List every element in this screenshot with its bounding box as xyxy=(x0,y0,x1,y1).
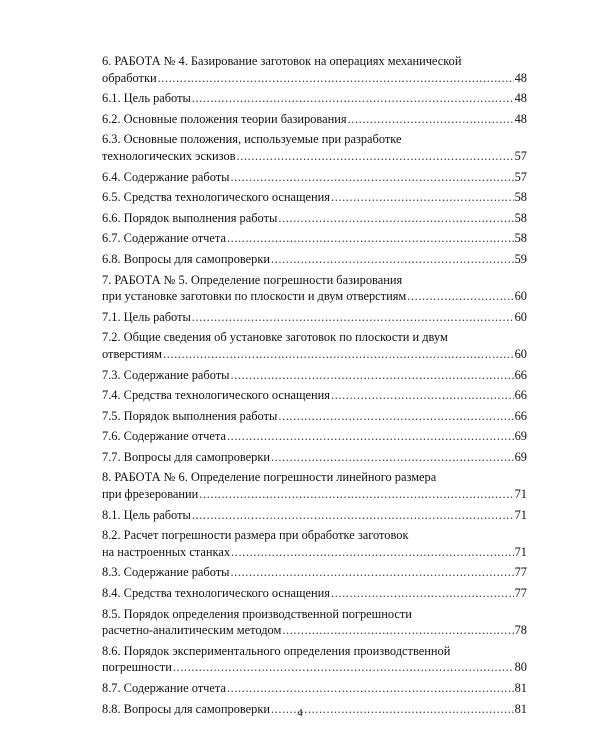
toc-page-number: 81 xyxy=(514,681,527,695)
dot-leader xyxy=(231,544,514,561)
toc-entry-line xyxy=(102,251,527,268)
toc-entry-text: 6.8. Вопросы для самопроверки xyxy=(102,251,271,266)
toc-entry-text: отверстиям xyxy=(102,346,163,361)
toc-page-number: 60 xyxy=(514,289,527,304)
toc-entry-line xyxy=(102,288,527,305)
toc-entry-line xyxy=(102,564,527,581)
toc-page-number: 71 xyxy=(514,507,527,522)
toc-entry-line xyxy=(102,210,527,227)
toc-page-number: 57 xyxy=(514,148,527,163)
toc-entry-text: 8. РАБОТА № 6. Определение погрешности линейного размера xyxy=(102,470,437,485)
toc-page-number: 58 xyxy=(514,231,527,246)
dot-leader xyxy=(271,449,514,466)
dot-leader xyxy=(407,288,513,305)
toc-entry-line xyxy=(102,148,527,165)
toc-entry-text: 6.6. Порядок выполнения работы xyxy=(102,210,278,225)
toc-entry-line xyxy=(102,111,527,128)
dot-leader xyxy=(230,564,513,581)
toc-entry-line xyxy=(102,309,527,326)
toc-page-number: 60 xyxy=(514,346,527,361)
dot-leader xyxy=(282,622,513,639)
dot-leader xyxy=(331,585,514,602)
dot-leader xyxy=(192,507,514,524)
dot-leader xyxy=(278,210,513,227)
dot-leader xyxy=(230,367,513,384)
toc-entry xyxy=(102,428,527,445)
toc-entry-text: 8.7. Содержание отчета xyxy=(102,681,226,695)
dot-leader xyxy=(163,346,514,363)
toc-entry xyxy=(102,189,527,206)
toc-page-number: 58 xyxy=(514,210,527,225)
toc-entry-text: 7.5. Порядок выполнения работы xyxy=(102,408,278,423)
toc-page-number: 48 xyxy=(514,70,527,85)
toc-entry-text: 7.1. Цель работы xyxy=(102,309,191,324)
toc-entry xyxy=(102,251,527,268)
toc-entry-line xyxy=(102,585,527,602)
toc-entry xyxy=(102,53,527,86)
toc-entry-text: 7.2. Общие сведения об установке заготовок по плоскости и двум xyxy=(102,330,448,345)
toc-entry xyxy=(102,507,527,524)
toc-entry xyxy=(102,90,527,107)
toc-page-number: 59 xyxy=(514,251,527,266)
toc-entry-line xyxy=(102,622,527,639)
toc-entry xyxy=(102,469,527,502)
toc-page-number: 69 xyxy=(514,449,527,464)
toc-entry-line xyxy=(102,346,527,363)
toc-entry-line xyxy=(102,486,527,503)
toc-entry-text: 6.7. Содержание отчета xyxy=(102,231,226,246)
toc-entry-text: на настроенных станках xyxy=(102,544,231,559)
toc-page-number: 71 xyxy=(514,487,527,502)
toc-page-number: 48 xyxy=(514,91,527,106)
toc-entry-text: 7.4. Средства технологического оснащения xyxy=(102,388,331,403)
dot-leader xyxy=(199,486,513,503)
toc-entry xyxy=(102,606,527,639)
table-of-contents xyxy=(102,53,527,717)
toc-entry-line xyxy=(102,189,527,206)
toc-page-number: 80 xyxy=(514,660,527,675)
toc-entry-text: при установке заготовки по плоскости и двум отверстиям xyxy=(102,289,407,304)
toc-page-number: 66 xyxy=(514,408,527,423)
toc-entry xyxy=(102,564,527,581)
dot-leader xyxy=(227,428,514,445)
toc-entry-text: технологических эскизов xyxy=(102,148,236,163)
toc-entry-text: 8.4. Средства технологического оснащения xyxy=(102,586,331,601)
dot-leader xyxy=(348,111,514,128)
dot-leader xyxy=(331,387,514,404)
dot-leader xyxy=(227,230,514,247)
dot-leader xyxy=(271,251,514,268)
toc-entry-text: 8.1. Цель работы xyxy=(102,507,191,522)
toc-entry-text: 7.6. Содержание отчета xyxy=(102,429,226,444)
toc-page-number: 77 xyxy=(514,586,527,601)
toc-entry xyxy=(102,449,527,466)
dot-leader xyxy=(173,659,514,676)
toc-entry-text: 6.4. Содержание работы xyxy=(102,169,230,184)
toc-entry xyxy=(102,131,527,164)
toc-entry-line xyxy=(102,387,527,404)
toc-entry xyxy=(102,643,527,676)
toc-entry-text: 7.3. Содержание работы xyxy=(102,367,230,382)
dot-leader xyxy=(237,148,514,165)
toc-entry-line xyxy=(102,449,527,466)
dot-leader xyxy=(227,680,514,697)
toc-entry-line xyxy=(102,90,527,107)
toc-page-number: 57 xyxy=(514,169,527,184)
toc-entry-text: 7.7. Вопросы для самопроверки xyxy=(102,449,271,464)
toc-entry xyxy=(102,527,527,560)
toc-page-number: 58 xyxy=(514,190,527,205)
toc-entry-line xyxy=(102,680,527,697)
toc-entry-line xyxy=(102,408,527,425)
toc-entry xyxy=(102,272,527,305)
toc-entry-text: 8.3. Содержание работы xyxy=(102,565,230,580)
dot-leader xyxy=(331,189,514,206)
toc-entry-text: при фрезеровании xyxy=(102,487,199,502)
toc-entry-line xyxy=(102,507,527,524)
toc-entry-text: 6.1. Цель работы xyxy=(102,91,191,106)
toc-entry-text: 7. РАБОТА № 5. Определение погрешности базирования xyxy=(102,272,403,287)
toc-entry-line xyxy=(102,169,527,186)
toc-entry xyxy=(102,169,527,186)
toc-entry-line xyxy=(102,659,527,676)
toc-entry-text: 6.3. Основные положения, используемые при разработке xyxy=(102,132,402,147)
toc-entry xyxy=(102,210,527,227)
toc-entry xyxy=(102,408,527,425)
toc-entry xyxy=(102,680,527,697)
dot-leader xyxy=(192,309,514,326)
toc-page-number: 77 xyxy=(514,565,527,580)
toc-entry xyxy=(102,329,527,362)
toc-entry xyxy=(102,585,527,602)
toc-entry xyxy=(102,387,527,404)
dot-leader xyxy=(158,70,514,87)
toc-entry xyxy=(102,309,527,326)
toc-entry-text: 6.5. Средства технологического оснащения xyxy=(102,190,331,205)
toc-entry-text: 6.2. Основные положения теории базирования xyxy=(102,111,347,126)
dot-leader xyxy=(230,169,513,186)
toc-entry-line xyxy=(102,367,527,384)
toc-entry xyxy=(102,367,527,384)
toc-entry-text: 8.5. Порядок определения производственной погрешности xyxy=(102,606,412,621)
toc-entry-text: 8.6. Порядок экспериментального определения производственной xyxy=(102,643,451,658)
toc-page-number: 81 xyxy=(514,701,527,716)
toc-entry xyxy=(102,230,527,247)
page-number: 4 xyxy=(297,707,303,719)
toc-entry-text: погрешности xyxy=(102,660,172,675)
toc-entry xyxy=(102,111,527,128)
toc-page-number: 60 xyxy=(514,309,527,324)
toc-page-number: 66 xyxy=(514,367,527,382)
toc-entry-text: обработки xyxy=(102,70,157,85)
toc-page-number: 78 xyxy=(514,623,527,638)
toc-page-number: 71 xyxy=(514,544,527,559)
toc-entry-text: расчетно-аналитическим методом xyxy=(102,623,282,638)
toc-entry-text: 6. РАБОТА № 4. Базирование заготовок на операциях механической xyxy=(102,54,462,68)
toc-entry-line xyxy=(102,428,527,445)
toc-entry-text: 8.8. Вопросы для самопроверки xyxy=(102,701,271,716)
dot-leader xyxy=(278,408,513,425)
toc-entry-line xyxy=(102,70,527,87)
toc-page-number: 69 xyxy=(514,429,527,444)
dot-leader xyxy=(192,90,514,107)
toc-entry-text: 8.2. Расчет погрешности размера при обработке заготовок xyxy=(102,528,409,543)
toc-page-number: 48 xyxy=(514,111,527,126)
toc-page-number: 66 xyxy=(514,388,527,403)
toc-entry-line xyxy=(102,544,527,561)
toc-entry-line xyxy=(102,230,527,247)
